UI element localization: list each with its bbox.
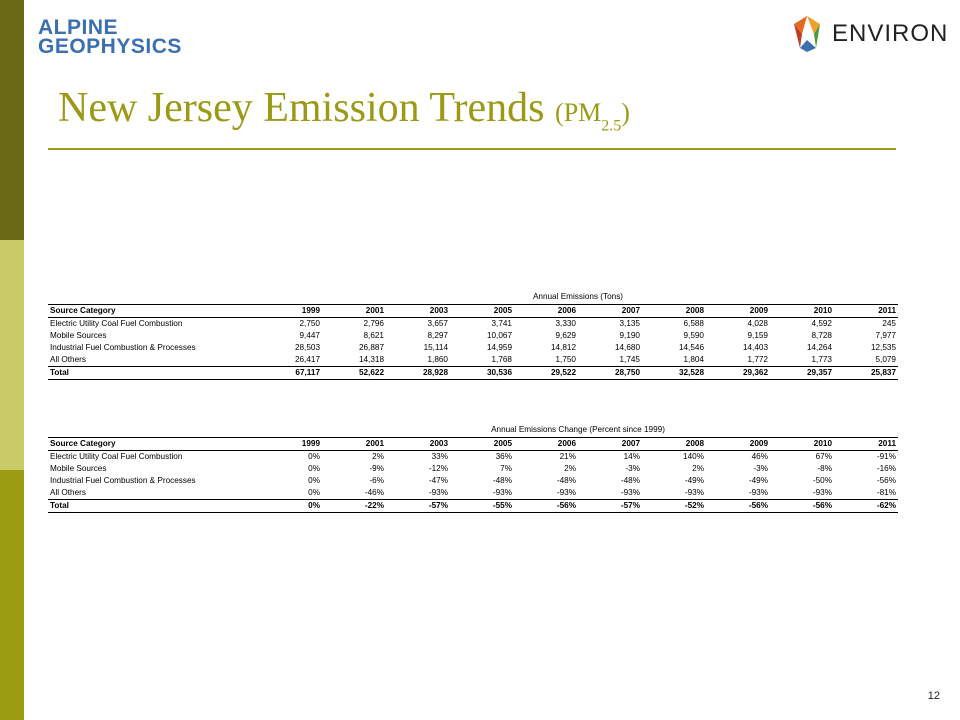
table-row bbox=[48, 354, 898, 367]
table-cell: 21% bbox=[559, 452, 576, 461]
table-cell: 32,528 bbox=[642, 367, 706, 380]
table-cell: 3,657 bbox=[427, 319, 448, 328]
table-cell: -16% bbox=[876, 464, 896, 473]
table2-header-cell: 2007 bbox=[578, 438, 642, 451]
table2-header-cell: Source Category bbox=[48, 438, 258, 451]
table-cell: 15,114 bbox=[423, 343, 448, 352]
table-cell: 67,117 bbox=[258, 367, 322, 380]
table1-header-cell: 2008 bbox=[642, 305, 706, 318]
table1-header-cell: 2007 bbox=[578, 305, 642, 318]
table-cell: 4,028 bbox=[747, 319, 768, 328]
table-cell: -8% bbox=[817, 464, 832, 473]
environ-wordmark: ENVIRON bbox=[832, 20, 949, 47]
environ-logo bbox=[790, 14, 948, 54]
alpine-logo-line2: GEOPHYSICS bbox=[38, 35, 182, 58]
table1-caption: Annual Emissions (Tons) bbox=[532, 292, 624, 301]
table-cell: 26,887 bbox=[358, 343, 384, 352]
table-cell: 9,190 bbox=[619, 331, 640, 340]
table-cell: -81% bbox=[876, 488, 896, 497]
table-cell: 9,447 bbox=[299, 331, 320, 340]
table-cell: -93% bbox=[556, 488, 576, 497]
table-cell: Mobile Sources bbox=[50, 464, 107, 473]
table-cell: 2% bbox=[372, 452, 384, 461]
table-cell: All Others bbox=[50, 488, 86, 497]
table-row bbox=[48, 330, 898, 342]
table-cell: 6,588 bbox=[683, 319, 704, 328]
table-cell: -47% bbox=[428, 476, 448, 485]
table-cell: All Others bbox=[50, 355, 86, 364]
table-cell: 9,629 bbox=[555, 331, 576, 340]
table-cell: -93% bbox=[684, 488, 704, 497]
table-cell: 8,297 bbox=[427, 331, 448, 340]
table2-header-cell: 2008 bbox=[642, 438, 706, 451]
table1-header-cell: Source Category bbox=[48, 305, 258, 318]
title-main: New Jersey Emission Trends bbox=[58, 85, 545, 131]
table-cell: -93% bbox=[428, 488, 448, 497]
page-number: 12 bbox=[927, 690, 940, 702]
side-bar-mid bbox=[0, 470, 24, 720]
table-cell: 4,592 bbox=[811, 319, 832, 328]
table-cell: Electric Utility Coal Fuel Combustion bbox=[50, 319, 183, 328]
table1-header-cell: 1999 bbox=[258, 305, 322, 318]
table-cell: -9% bbox=[369, 464, 384, 473]
table2-header-cell: 2009 bbox=[706, 438, 770, 451]
emissions-change-table bbox=[48, 423, 898, 513]
table2-header-cell: 2005 bbox=[450, 438, 514, 451]
title-pm: PM bbox=[563, 98, 602, 127]
table-cell: -93% bbox=[748, 488, 768, 497]
table-cell: -93% bbox=[812, 488, 832, 497]
table-cell: 29,357 bbox=[770, 367, 834, 380]
annual-emissions-table bbox=[48, 290, 898, 380]
table-cell: -49% bbox=[748, 476, 768, 485]
table-cell: 0% bbox=[258, 500, 322, 513]
table2-total-row bbox=[48, 500, 898, 513]
table-cell: 1,860 bbox=[427, 355, 448, 364]
table-cell: 2,750 bbox=[299, 319, 320, 328]
table-cell: -3% bbox=[625, 464, 640, 473]
table1-header-cell: 2005 bbox=[450, 305, 514, 318]
table-cell: 14,264 bbox=[806, 343, 832, 352]
table2-header-cell: 2006 bbox=[514, 438, 578, 451]
table-cell: 8,728 bbox=[811, 331, 832, 340]
table-cell: 3,135 bbox=[619, 319, 640, 328]
table-cell: 0% bbox=[308, 452, 320, 461]
table-cell: 14,959 bbox=[486, 343, 512, 352]
environ-mark-icon bbox=[790, 14, 824, 54]
table-cell: -56% bbox=[706, 500, 770, 513]
table-cell: -57% bbox=[578, 500, 642, 513]
table-cell: Industrial Fuel Combustion & Processes bbox=[50, 476, 196, 485]
table-cell: -62% bbox=[834, 500, 898, 513]
table-cell: 7% bbox=[500, 464, 512, 473]
title-paren-close: ) bbox=[621, 98, 630, 127]
title-paren-open: ( bbox=[555, 98, 564, 127]
table-cell: 1,772 bbox=[747, 355, 768, 364]
table-cell: 245 bbox=[882, 319, 896, 328]
table-cell: 140% bbox=[683, 452, 704, 461]
table2-caption: Annual Emissions Change (Percent since 1999) bbox=[491, 425, 665, 434]
title-pm-subscript: 2.5 bbox=[601, 117, 622, 135]
table-cell: -57% bbox=[386, 500, 450, 513]
table-cell: 1,768 bbox=[491, 355, 512, 364]
table-cell: 9,159 bbox=[747, 331, 768, 340]
table1-header-row bbox=[48, 305, 898, 318]
table-cell: Mobile Sources bbox=[50, 331, 107, 340]
table-cell: 5,079 bbox=[875, 355, 896, 364]
table-cell: -56% bbox=[770, 500, 834, 513]
table-cell: 10,067 bbox=[486, 331, 512, 340]
table-cell: -91% bbox=[876, 452, 896, 461]
alpine-geophysics-logo bbox=[38, 18, 182, 56]
table-cell: 3,741 bbox=[491, 319, 512, 328]
table-cell: -6% bbox=[369, 476, 384, 485]
table-row bbox=[48, 451, 898, 464]
table-cell: -93% bbox=[492, 488, 512, 497]
table-cell: 67% bbox=[815, 452, 832, 461]
table-cell: -50% bbox=[812, 476, 832, 485]
table2-header-row bbox=[48, 438, 898, 451]
table-cell: -48% bbox=[556, 476, 576, 485]
table-cell: Total bbox=[48, 367, 258, 380]
table-cell: 1,773 bbox=[811, 355, 832, 364]
table-cell: 28,928 bbox=[386, 367, 450, 380]
table-cell: -56% bbox=[514, 500, 578, 513]
table2-header-cell: 2010 bbox=[770, 438, 834, 451]
table-cell: -22% bbox=[322, 500, 386, 513]
table-cell: 0% bbox=[308, 488, 320, 497]
table-cell: 26,417 bbox=[294, 355, 320, 364]
table2-header-cell: 2011 bbox=[834, 438, 898, 451]
table-cell: 29,362 bbox=[706, 367, 770, 380]
table-cell: Total bbox=[48, 500, 258, 513]
table-cell: 14% bbox=[623, 452, 640, 461]
table-cell: 52,622 bbox=[322, 367, 386, 380]
table-cell: 2% bbox=[692, 464, 704, 473]
table-cell: 46% bbox=[751, 452, 768, 461]
table-cell: 1,745 bbox=[619, 355, 640, 364]
side-bar-light bbox=[0, 240, 24, 470]
table-cell: 29,522 bbox=[514, 367, 578, 380]
table1-header-cell: 2001 bbox=[322, 305, 386, 318]
table1-total-row bbox=[48, 367, 898, 380]
side-bar-dark bbox=[0, 0, 24, 240]
table-cell: 14,812 bbox=[550, 343, 576, 352]
table1-header-cell: 2003 bbox=[386, 305, 450, 318]
table-cell: 1,750 bbox=[555, 355, 576, 364]
table-cell: 25,837 bbox=[834, 367, 898, 380]
table-row bbox=[48, 463, 898, 475]
table-cell: 30,536 bbox=[450, 367, 514, 380]
table-row bbox=[48, 318, 898, 331]
table-cell: 14,680 bbox=[614, 343, 640, 352]
table-row bbox=[48, 487, 898, 500]
table-cell: 0% bbox=[308, 476, 320, 485]
table-cell: 7,977 bbox=[875, 331, 896, 340]
table-cell: 33% bbox=[431, 452, 448, 461]
table-cell: 14,546 bbox=[678, 343, 704, 352]
table1-header-cell: 2011 bbox=[834, 305, 898, 318]
table-cell: 0% bbox=[308, 464, 320, 473]
table-cell: 1,804 bbox=[683, 355, 704, 364]
table2-header-cell: 2001 bbox=[322, 438, 386, 451]
table-cell: 28,503 bbox=[294, 343, 320, 352]
table-cell: -12% bbox=[428, 464, 448, 473]
table-cell: -93% bbox=[620, 488, 640, 497]
table-cell: Electric Utility Coal Fuel Combustion bbox=[50, 452, 183, 461]
table-cell: 3,330 bbox=[555, 319, 576, 328]
table2-header-cell: 1999 bbox=[258, 438, 322, 451]
table-cell: -48% bbox=[620, 476, 640, 485]
table1-header-cell: 2010 bbox=[770, 305, 834, 318]
table-cell: -3% bbox=[753, 464, 768, 473]
table1-header-cell: 2009 bbox=[706, 305, 770, 318]
alpine-logo-line1: ALPINE bbox=[38, 16, 119, 39]
page-title bbox=[58, 84, 630, 135]
table-cell: 14,318 bbox=[358, 355, 384, 364]
table-cell: -46% bbox=[364, 488, 384, 497]
table-cell: -48% bbox=[492, 476, 512, 485]
table2-header-cell: 2003 bbox=[386, 438, 450, 451]
table-cell: Industrial Fuel Combustion & Processes bbox=[50, 343, 196, 352]
table-cell: 2% bbox=[564, 464, 576, 473]
table-row bbox=[48, 475, 898, 487]
table-cell: 2,796 bbox=[363, 319, 384, 328]
table-cell: -52% bbox=[642, 500, 706, 513]
table-cell: -49% bbox=[684, 476, 704, 485]
table-cell: 14,403 bbox=[742, 343, 768, 352]
table-cell: -56% bbox=[876, 476, 896, 485]
table-cell: 12,535 bbox=[870, 343, 896, 352]
table-row bbox=[48, 342, 898, 354]
table-cell: 36% bbox=[495, 452, 512, 461]
table1-header-cell: 2006 bbox=[514, 305, 578, 318]
table-cell: 28,750 bbox=[578, 367, 642, 380]
table-cell: -55% bbox=[450, 500, 514, 513]
title-divider bbox=[48, 148, 896, 150]
table-cell: 8,621 bbox=[363, 331, 384, 340]
table-cell: 9,590 bbox=[683, 331, 704, 340]
